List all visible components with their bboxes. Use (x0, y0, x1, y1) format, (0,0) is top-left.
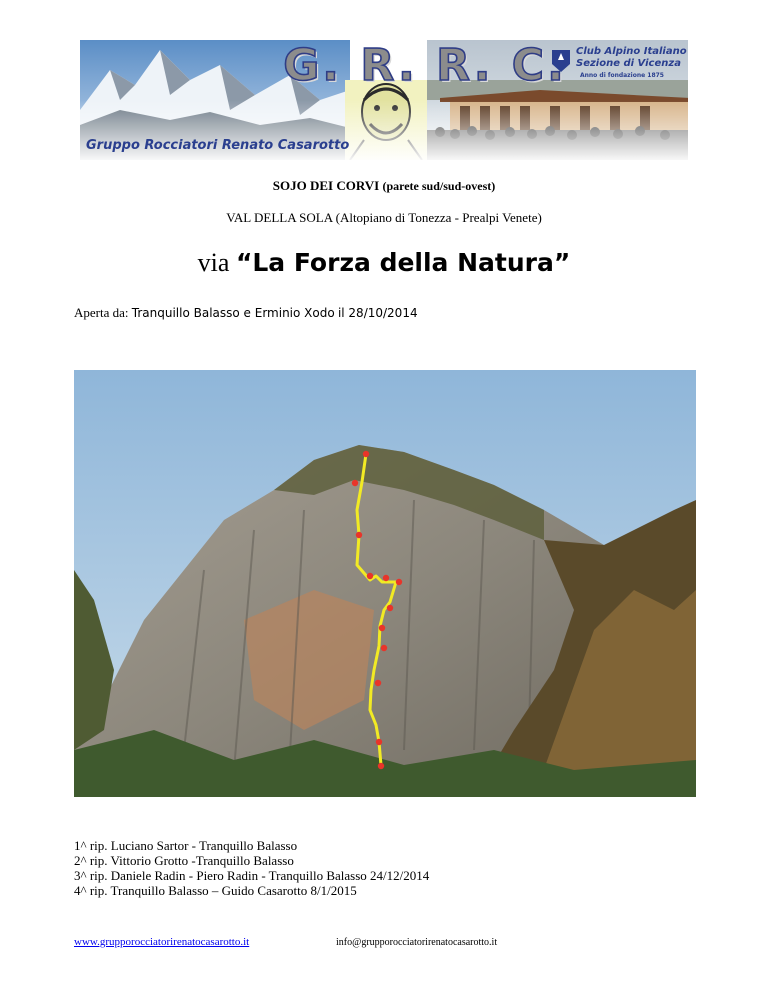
banner-title: G. R. R. C. (283, 40, 567, 91)
rock-face-photo (74, 370, 696, 797)
location-sub: (parete sud/sud-ovest) (382, 179, 496, 193)
location-name: SOJO DEI CORVI (272, 178, 380, 193)
repetitions-list (74, 838, 429, 898)
header-banner (80, 40, 688, 160)
route-title (0, 248, 768, 278)
repetition-1: 1^ rip. Luciano Sartor - Tranquillo Balasso (74, 838, 298, 853)
valley-line: VAL DELLA SOLA (Altopiano di Tonezza - Prealpi Venete) (226, 210, 542, 225)
location-title (0, 178, 768, 194)
cai-line-1: Club Alpino Italiano (576, 46, 687, 57)
opened-by (74, 305, 418, 321)
repetition-3: 3^ rip. Daniele Radin - Piero Radin - Tranquillo Balasso 24/12/2014 (74, 868, 430, 883)
route-name: “La Forza della Natura” (235, 248, 571, 277)
email-text: info@grupporocciatorirenatocasarotto.it (336, 937, 498, 948)
repetition-2: 2^ rip. Vittorio Grotto -Tranquillo Balasso (74, 853, 294, 868)
website-link[interactable]: www.grupporocciatorirenatocasarotto.it (74, 936, 250, 948)
rock-face-photo-icon (74, 370, 696, 797)
group-name: Gruppo Rocciatori Renato Casarotto (86, 138, 350, 153)
opened-label: Aperta da: (74, 305, 129, 320)
cai-line-3: Anno di fondazione 1875 (580, 72, 664, 79)
repetition-4: 4^ rip. Tranquillo Balasso – Guido Casarotto 8/1/2015 (74, 883, 357, 898)
cai-line-2: Sezione di Vicenza (576, 58, 681, 69)
opened-date: il 28/10/2014 (337, 306, 418, 320)
route-prefix: via (197, 248, 236, 277)
opened-names: Tranquillo Balasso e Erminio Xodo (131, 306, 335, 320)
